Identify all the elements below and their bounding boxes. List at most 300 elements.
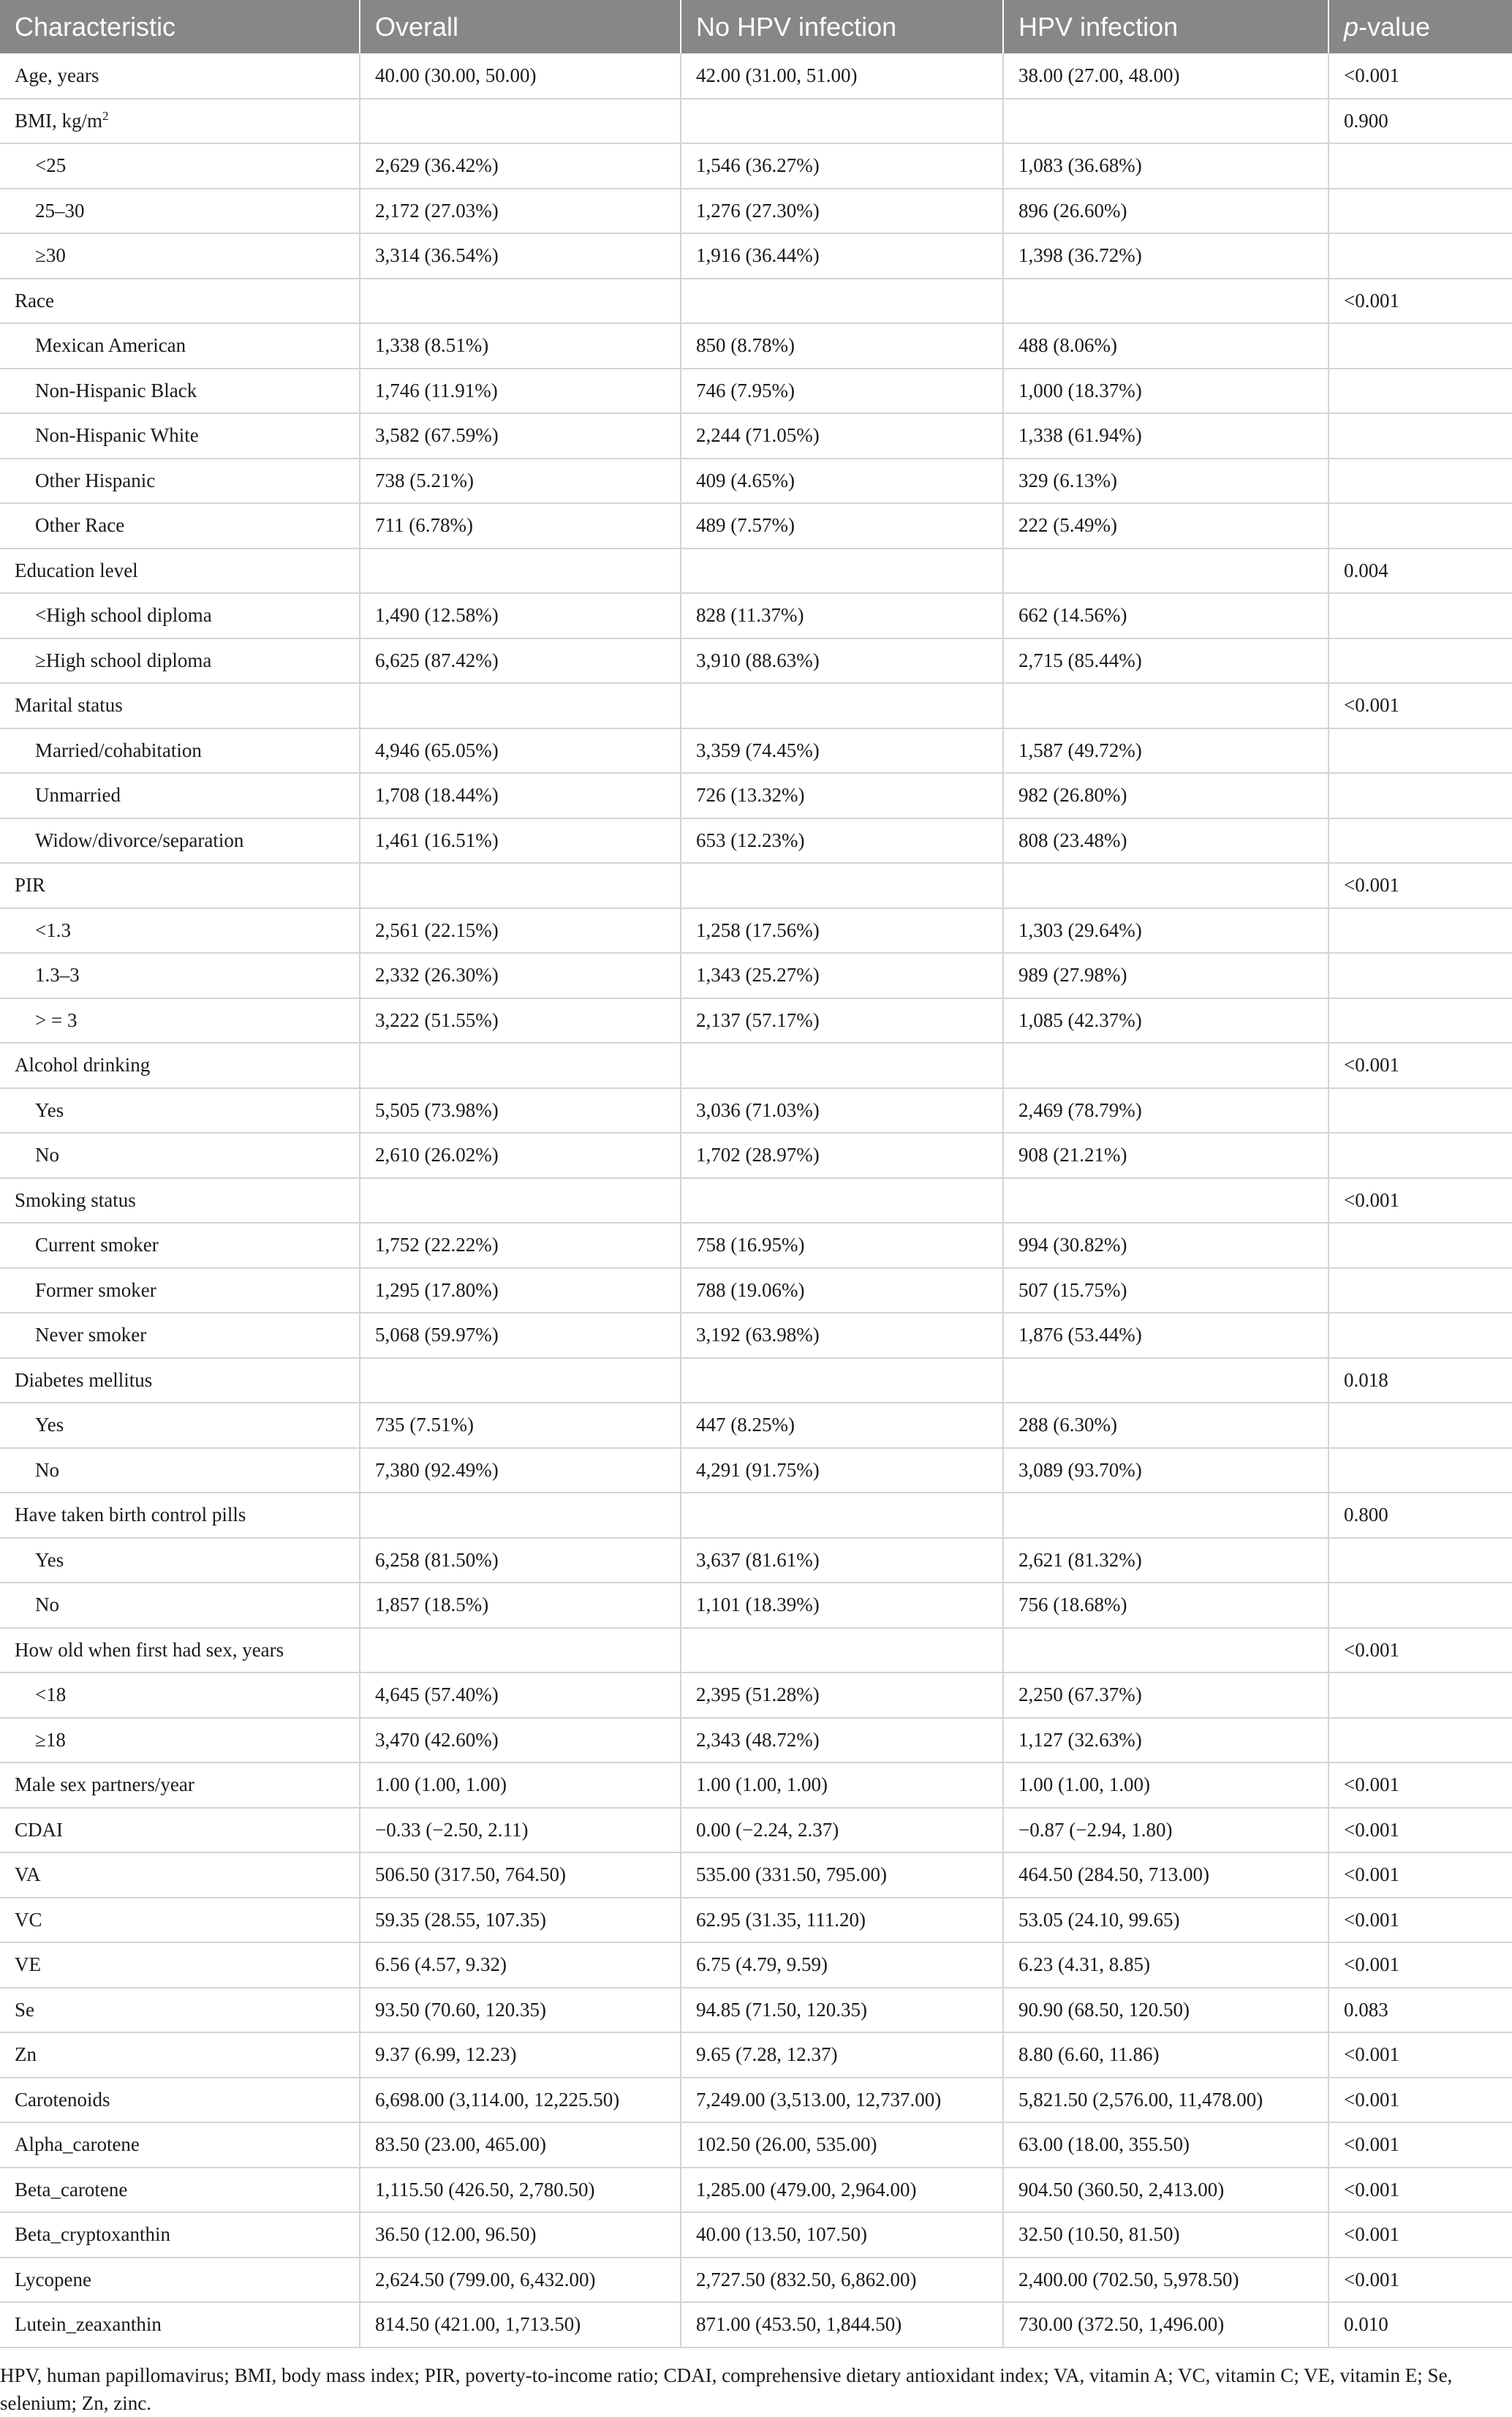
characteristic-cell	[0, 1673, 360, 1718]
table-row	[0, 99, 1512, 144]
characteristic-label: No	[35, 1458, 59, 1481]
no-hpv-cell: 2,244 (71.05%)	[681, 413, 1003, 459]
hpv-cell: 904.50 (360.50, 2,413.00)	[1003, 2168, 1328, 2213]
p-value-cell	[1328, 1673, 1512, 1718]
overall-cell	[360, 683, 681, 728]
no-hpv-cell	[681, 1493, 1003, 1538]
table-row	[0, 773, 1512, 818]
characteristic-cell	[0, 818, 360, 864]
characteristic-cell	[0, 2122, 360, 2168]
table-row	[0, 1718, 1512, 1763]
no-hpv-cell	[681, 99, 1003, 144]
hpv-cell	[1003, 683, 1328, 728]
p-value-cell	[1328, 818, 1512, 864]
hpv-cell: 1,303 (29.64%)	[1003, 908, 1328, 954]
no-hpv-cell: 1,343 (25.27%)	[681, 953, 1003, 998]
overall-cell: 1,338 (8.51%)	[360, 323, 681, 369]
p-value-cell: <0.001	[1328, 1178, 1512, 1223]
overall-cell: 6,625 (87.42%)	[360, 638, 681, 684]
hpv-cell: 808 (23.48%)	[1003, 818, 1328, 864]
hpv-cell: 1,083 (36.68%)	[1003, 143, 1328, 189]
hpv-cell: 8.80 (6.60, 11.86)	[1003, 2032, 1328, 2078]
characteristic-cell	[0, 593, 360, 638]
overall-cell: 2,332 (26.30%)	[360, 953, 681, 998]
overall-cell: 3,582 (67.59%)	[360, 413, 681, 459]
table-row	[0, 1313, 1512, 1358]
p-value-cell	[1328, 1718, 1512, 1763]
characteristic-label: CDAI	[15, 1818, 63, 1841]
characteristic-label: Diabetes mellitus	[15, 1368, 153, 1391]
characteristic-label: Unmarried	[35, 784, 121, 807]
overall-cell: 59.35 (28.55, 107.35)	[360, 1898, 681, 1943]
characteristic-label: Age, years	[15, 64, 99, 86]
characteristic-label: VE	[15, 1953, 41, 1976]
characteristic-label: Other Hispanic	[35, 469, 156, 491]
hpv-cell: 1.00 (1.00, 1.00)	[1003, 1762, 1328, 1808]
p-value-cell	[1328, 1403, 1512, 1448]
p-value-cell: 0.083	[1328, 1988, 1512, 2033]
table-row	[0, 233, 1512, 279]
table-row	[0, 53, 1512, 99]
hpv-cell: 3,089 (93.70%)	[1003, 1448, 1328, 1493]
no-hpv-cell: 1,285.00 (479.00, 2,964.00)	[681, 2168, 1003, 2213]
characteristic-cell	[0, 998, 360, 1044]
hpv-cell: 982 (26.80%)	[1003, 773, 1328, 818]
overall-cell: 738 (5.21%)	[360, 459, 681, 504]
p-value-cell	[1328, 728, 1512, 774]
p-italic: p	[1344, 11, 1359, 42]
table-row	[0, 1628, 1512, 1673]
no-hpv-cell	[681, 1358, 1003, 1403]
no-hpv-cell: 9.65 (7.28, 12.37)	[681, 2032, 1003, 2078]
characteristic-label: Widow/divorce/separation	[35, 829, 244, 851]
table-row	[0, 323, 1512, 369]
table-row	[0, 413, 1512, 459]
no-hpv-cell: 788 (19.06%)	[681, 1268, 1003, 1313]
table-row	[0, 1583, 1512, 1628]
table-row	[0, 1088, 1512, 1134]
characteristic-cell	[0, 1628, 360, 1673]
table-row	[0, 2078, 1512, 2123]
characteristic-label: Non-Hispanic White	[35, 424, 199, 447]
hpv-cell: 1,338 (61.94%)	[1003, 413, 1328, 459]
p-value-cell	[1328, 369, 1512, 414]
p-value-cell: <0.001	[1328, 279, 1512, 324]
characteristic-cell	[0, 1762, 360, 1808]
table-row	[0, 2122, 1512, 2168]
overall-cell: 1,752 (22.22%)	[360, 1223, 681, 1268]
characteristic-label: Male sex partners/year	[15, 1773, 194, 1796]
characteristic-label: Zn	[15, 2043, 37, 2066]
characteristic-label: Other Race	[35, 514, 125, 537]
p-value-cell	[1328, 143, 1512, 189]
no-hpv-cell: 7,249.00 (3,513.00, 12,737.00)	[681, 2078, 1003, 2123]
overall-cell: 6,258 (81.50%)	[360, 1538, 681, 1583]
characteristic-label: No	[35, 1144, 59, 1166]
overall-cell: 1,746 (11.91%)	[360, 369, 681, 414]
table-row	[0, 1268, 1512, 1313]
overall-cell	[360, 1628, 681, 1673]
no-hpv-cell	[681, 1178, 1003, 1223]
characteristic-cell	[0, 503, 360, 548]
no-hpv-cell: 409 (4.65%)	[681, 459, 1003, 504]
overall-cell: 4,946 (65.05%)	[360, 728, 681, 774]
table-header-row	[0, 0, 1512, 53]
no-hpv-cell	[681, 863, 1003, 908]
characteristic-cell	[0, 1808, 360, 1853]
no-hpv-cell: 746 (7.95%)	[681, 369, 1003, 414]
p-value-cell	[1328, 323, 1512, 369]
hpv-cell: 329 (6.13%)	[1003, 459, 1328, 504]
table-row	[0, 548, 1512, 594]
characteristic-cell	[0, 189, 360, 234]
characteristic-label: Former smoker	[35, 1278, 156, 1301]
p-value-cell: <0.001	[1328, 1852, 1512, 1898]
p-value-cell	[1328, 1313, 1512, 1358]
p-value-cell	[1328, 1223, 1512, 1268]
p-value-cell	[1328, 1538, 1512, 1583]
characteristic-label: Married/cohabitation	[35, 739, 202, 761]
p-value-cell: <0.001	[1328, 1898, 1512, 1943]
overall-cell	[360, 1043, 681, 1088]
no-hpv-cell	[681, 1043, 1003, 1088]
overall-cell: 3,222 (51.55%)	[360, 998, 681, 1044]
characteristic-label: > = 3	[35, 1008, 78, 1031]
hpv-cell: 1,085 (42.37%)	[1003, 998, 1328, 1044]
no-hpv-cell: 3,359 (74.45%)	[681, 728, 1003, 774]
characteristic-cell	[0, 53, 360, 99]
hpv-cell: 222 (5.49%)	[1003, 503, 1328, 548]
table-row	[0, 1762, 1512, 1808]
characteristic-label: <25	[35, 154, 67, 177]
p-value-cell	[1328, 189, 1512, 234]
p-value-cell: <0.001	[1328, 1043, 1512, 1088]
table-row	[0, 953, 1512, 998]
hpv-cell: 1,587 (49.72%)	[1003, 728, 1328, 774]
table-row	[0, 1223, 1512, 1268]
table-row	[0, 143, 1512, 189]
p-value-cell: <0.001	[1328, 2122, 1512, 2168]
no-hpv-cell: 2,727.50 (832.50, 6,862.00)	[681, 2258, 1003, 2303]
overall-cell: 7,380 (92.49%)	[360, 1448, 681, 1493]
table-row	[0, 2212, 1512, 2258]
p-value-cell: <0.001	[1328, 2032, 1512, 2078]
hpv-cell: 507 (15.75%)	[1003, 1268, 1328, 1313]
overall-cell: 2,610 (26.02%)	[360, 1133, 681, 1178]
table-row	[0, 279, 1512, 324]
table-row	[0, 2302, 1512, 2348]
no-hpv-cell: 40.00 (13.50, 107.50)	[681, 2212, 1003, 2258]
p-value-cell: <0.001	[1328, 53, 1512, 99]
characteristic-label: 1.3–3	[35, 964, 80, 987]
characteristic-cell	[0, 908, 360, 954]
table-row	[0, 728, 1512, 774]
characteristic-label: Lycopene	[15, 2268, 91, 2290]
p-value-cell: <0.001	[1328, 1762, 1512, 1808]
overall-cell: −0.33 (−2.50, 2.11)	[360, 1808, 681, 1853]
header-characteristic: Characteristic	[0, 0, 360, 53]
overall-cell: 711 (6.78%)	[360, 503, 681, 548]
characteristic-cell	[0, 1988, 360, 2033]
hpv-cell: 6.23 (4.31, 8.85)	[1003, 1942, 1328, 1988]
table-row	[0, 593, 1512, 638]
p-value-cell	[1328, 953, 1512, 998]
hpv-cell: 994 (30.82%)	[1003, 1223, 1328, 1268]
characteristic-cell	[0, 953, 360, 998]
characteristic-label: <High school diploma	[35, 604, 212, 627]
characteristic-label: <18	[35, 1683, 67, 1706]
hpv-cell	[1003, 863, 1328, 908]
characteristic-cell	[0, 683, 360, 728]
p-value-cell: 0.004	[1328, 548, 1512, 594]
no-hpv-cell: 94.85 (71.50, 120.35)	[681, 1988, 1003, 2033]
characteristic-cell	[0, 1313, 360, 1358]
overall-cell: 6.56 (4.57, 9.32)	[360, 1942, 681, 1988]
overall-cell: 3,470 (42.60%)	[360, 1718, 681, 1763]
p-value-cell	[1328, 1268, 1512, 1313]
characteristic-cell	[0, 1898, 360, 1943]
p-value-cell: <0.001	[1328, 683, 1512, 728]
characteristic-cell	[0, 2212, 360, 2258]
characteristic-label: PIR	[15, 874, 46, 897]
no-hpv-cell: 758 (16.95%)	[681, 1223, 1003, 1268]
characteristic-cell	[0, 2258, 360, 2303]
characteristic-cell	[0, 638, 360, 684]
characteristic-label: ≥30	[35, 244, 66, 267]
overall-cell: 83.50 (23.00, 465.00)	[360, 2122, 681, 2168]
p-value-cell	[1328, 638, 1512, 684]
characteristic-label: ≥High school diploma	[35, 649, 212, 671]
hpv-cell: 38.00 (27.00, 48.00)	[1003, 53, 1328, 99]
overall-cell: 4,645 (57.40%)	[360, 1673, 681, 1718]
p-value-cell	[1328, 998, 1512, 1044]
table-body	[0, 53, 1512, 2348]
characteristic-label: Yes	[35, 1548, 64, 1571]
p-value-cell	[1328, 908, 1512, 954]
no-hpv-cell: 3,910 (88.63%)	[681, 638, 1003, 684]
overall-cell	[360, 1358, 681, 1403]
p-value-cell	[1328, 773, 1512, 818]
no-hpv-cell	[681, 279, 1003, 324]
table-row	[0, 2032, 1512, 2078]
characteristic-label: ≥18	[35, 1728, 66, 1751]
hpv-cell	[1003, 1178, 1328, 1223]
characteristic-cell	[0, 1268, 360, 1313]
characteristic-cell	[0, 773, 360, 818]
hpv-cell: 2,400.00 (702.50, 5,978.50)	[1003, 2258, 1328, 2303]
characteristic-label: Marital status	[15, 694, 123, 717]
overall-cell: 9.37 (6.99, 12.23)	[360, 2032, 681, 2078]
characteristic-cell	[0, 1493, 360, 1538]
table-row	[0, 818, 1512, 864]
p-value-cell	[1328, 413, 1512, 459]
hpv-cell: 464.50 (284.50, 713.00)	[1003, 1852, 1328, 1898]
table-row	[0, 1988, 1512, 2033]
characteristic-label: Non-Hispanic Black	[35, 379, 197, 401]
hpv-cell: 2,250 (67.37%)	[1003, 1673, 1328, 1718]
p-value-cell	[1328, 1133, 1512, 1178]
p-value-cell: <0.001	[1328, 2168, 1512, 2213]
overall-cell: 6,698.00 (3,114.00, 12,225.50)	[360, 2078, 681, 2123]
characteristic-label: Alcohol drinking	[15, 1054, 151, 1076]
p-value-cell: <0.001	[1328, 2212, 1512, 2258]
no-hpv-cell: 1,916 (36.44%)	[681, 233, 1003, 279]
no-hpv-cell: 1,276 (27.30%)	[681, 189, 1003, 234]
characteristic-label: <1.3	[35, 919, 71, 941]
table-row	[0, 1898, 1512, 1943]
no-hpv-cell: 2,343 (48.72%)	[681, 1718, 1003, 1763]
table-row	[0, 863, 1512, 908]
no-hpv-cell: 1,258 (17.56%)	[681, 908, 1003, 954]
characteristic-cell	[0, 233, 360, 279]
p-value-cell: <0.001	[1328, 2258, 1512, 2303]
characteristic-label: How old when first had sex, years	[15, 1638, 284, 1661]
hpv-cell: 2,469 (78.79%)	[1003, 1088, 1328, 1134]
characteristic-cell	[0, 1718, 360, 1763]
table-row	[0, 1493, 1512, 1538]
no-hpv-cell: 871.00 (453.50, 1,844.50)	[681, 2302, 1003, 2348]
no-hpv-cell: 3,036 (71.03%)	[681, 1088, 1003, 1134]
hpv-cell: 896 (26.60%)	[1003, 189, 1328, 234]
characteristic-label: BMI, kg/m	[15, 109, 103, 132]
hpv-cell: 1,127 (32.63%)	[1003, 1718, 1328, 1763]
hpv-cell: 5,821.50 (2,576.00, 11,478.00)	[1003, 2078, 1328, 2123]
characteristic-cell	[0, 728, 360, 774]
overall-cell: 2,629 (36.42%)	[360, 143, 681, 189]
characteristic-label: Education level	[15, 559, 138, 581]
table-row	[0, 1448, 1512, 1493]
hpv-cell: 756 (18.68%)	[1003, 1583, 1328, 1628]
table-row	[0, 1852, 1512, 1898]
table-row	[0, 1403, 1512, 1448]
table-row	[0, 369, 1512, 414]
table-row	[0, 1942, 1512, 1988]
hpv-cell: 1,398 (36.72%)	[1003, 233, 1328, 279]
characteristic-label: Yes	[35, 1098, 64, 1121]
table-row	[0, 189, 1512, 234]
p-rest: -value	[1358, 11, 1431, 42]
characteristic-label: Beta_cryptoxanthin	[15, 2223, 170, 2246]
overall-cell: 5,505 (73.98%)	[360, 1088, 681, 1134]
overall-cell: 735 (7.51%)	[360, 1403, 681, 1448]
characteristic-label: Current smoker	[35, 1234, 159, 1256]
no-hpv-cell: 850 (8.78%)	[681, 323, 1003, 369]
hpv-cell	[1003, 1628, 1328, 1673]
characteristic-cell	[0, 1133, 360, 1178]
table-row	[0, 638, 1512, 684]
table-row	[0, 1358, 1512, 1403]
characteristic-label: Have taken birth control pills	[15, 1504, 246, 1526]
hpv-cell: 32.50 (10.50, 81.50)	[1003, 2212, 1328, 2258]
hpv-cell	[1003, 1358, 1328, 1403]
characteristic-label: Alpha_carotene	[15, 2133, 140, 2156]
characteristic-cell	[0, 413, 360, 459]
characteristic-cell	[0, 1538, 360, 1583]
overall-cell: 3,314 (36.54%)	[360, 233, 681, 279]
table-row	[0, 503, 1512, 548]
no-hpv-cell	[681, 683, 1003, 728]
header-hpv: HPV infection	[1003, 0, 1328, 53]
header-overall: Overall	[360, 0, 681, 53]
characteristic-cell	[0, 1088, 360, 1134]
no-hpv-cell: 1,702 (28.97%)	[681, 1133, 1003, 1178]
no-hpv-cell: 62.95 (31.35, 111.20)	[681, 1898, 1003, 1943]
characteristic-label: Beta_carotene	[15, 2178, 128, 2201]
overall-cell	[360, 548, 681, 594]
hpv-cell: 908 (21.21%)	[1003, 1133, 1328, 1178]
p-value-cell: <0.001	[1328, 1628, 1512, 1673]
characteristic-cell	[0, 1942, 360, 1988]
no-hpv-cell	[681, 1628, 1003, 1673]
hpv-cell: 2,621 (81.32%)	[1003, 1538, 1328, 1583]
overall-cell	[360, 1493, 681, 1538]
overall-cell: 93.50 (70.60, 120.35)	[360, 1988, 681, 2033]
hpv-cell: 2,715 (85.44%)	[1003, 638, 1328, 684]
table-row	[0, 1133, 1512, 1178]
overall-cell: 814.50 (421.00, 1,713.50)	[360, 2302, 681, 2348]
p-value-cell	[1328, 233, 1512, 279]
characteristic-cell	[0, 1448, 360, 1493]
characteristic-cell	[0, 2032, 360, 2078]
characteristic-cell	[0, 1358, 360, 1403]
overall-cell: 2,561 (22.15%)	[360, 908, 681, 954]
characteristic-cell	[0, 369, 360, 414]
characteristic-cell	[0, 2168, 360, 2213]
no-hpv-cell: 0.00 (−2.24, 2.37)	[681, 1808, 1003, 1853]
hpv-cell	[1003, 99, 1328, 144]
characteristic-label: Mexican American	[35, 334, 186, 357]
characteristic-cell	[0, 1403, 360, 1448]
p-value-cell: <0.001	[1328, 1808, 1512, 1853]
hpv-cell: 730.00 (372.50, 1,496.00)	[1003, 2302, 1328, 2348]
p-value-cell	[1328, 1448, 1512, 1493]
p-value-cell: <0.001	[1328, 2078, 1512, 2123]
header-p-value	[1328, 0, 1512, 53]
hpv-cell: 288 (6.30%)	[1003, 1403, 1328, 1448]
no-hpv-cell: 653 (12.23%)	[681, 818, 1003, 864]
no-hpv-cell: 447 (8.25%)	[681, 1403, 1003, 1448]
no-hpv-cell: 535.00 (331.50, 795.00)	[681, 1852, 1003, 1898]
characteristic-label: VC	[15, 1908, 42, 1931]
table-row	[0, 998, 1512, 1044]
table-row	[0, 908, 1512, 954]
overall-cell: 1,490 (12.58%)	[360, 593, 681, 638]
p-value-cell	[1328, 459, 1512, 504]
characteristic-cell	[0, 323, 360, 369]
characteristic-cell	[0, 863, 360, 908]
no-hpv-cell: 1,546 (36.27%)	[681, 143, 1003, 189]
characteristic-cell	[0, 143, 360, 189]
overall-cell	[360, 279, 681, 324]
no-hpv-cell: 2,137 (57.17%)	[681, 998, 1003, 1044]
p-value-cell: 0.010	[1328, 2302, 1512, 2348]
characteristic-cell	[0, 1583, 360, 1628]
p-value-cell	[1328, 593, 1512, 638]
no-hpv-cell: 726 (13.32%)	[681, 773, 1003, 818]
overall-cell	[360, 1178, 681, 1223]
overall-cell: 2,172 (27.03%)	[360, 189, 681, 234]
overall-cell: 1.00 (1.00, 1.00)	[360, 1762, 681, 1808]
no-hpv-cell: 42.00 (31.00, 51.00)	[681, 53, 1003, 99]
p-value-cell: 0.800	[1328, 1493, 1512, 1538]
hpv-cell: 488 (8.06%)	[1003, 323, 1328, 369]
characteristic-cell	[0, 1852, 360, 1898]
characteristic-cell	[0, 1043, 360, 1088]
characteristic-cell	[0, 2302, 360, 2348]
characteristic-cell	[0, 2078, 360, 2123]
table-row	[0, 1043, 1512, 1088]
p-value-cell: <0.001	[1328, 863, 1512, 908]
